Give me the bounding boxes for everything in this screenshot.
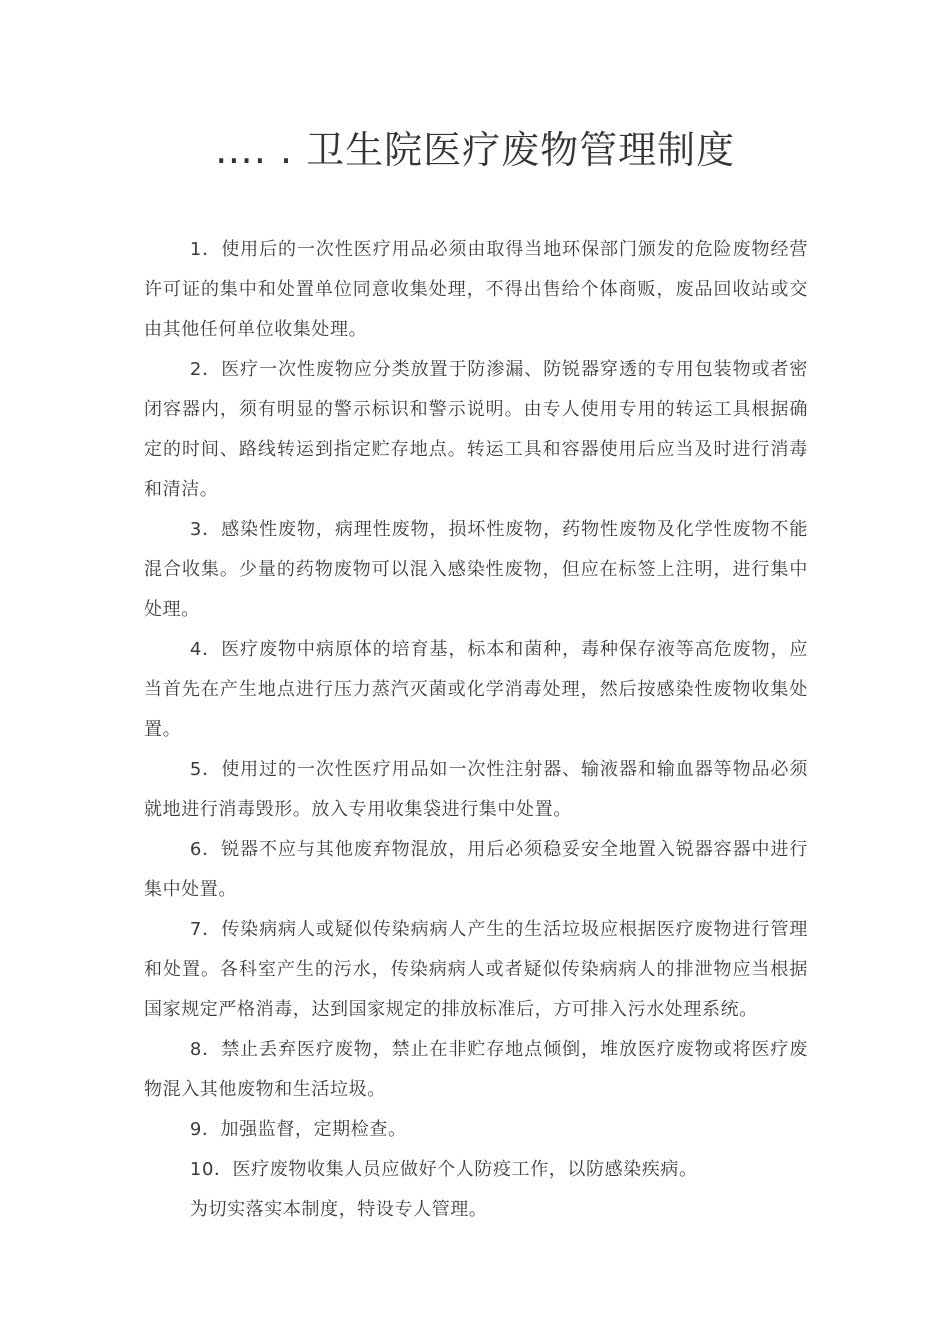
rule-paragraph-3: 3．感染性废物，病理性废物，损坏性废物，药物性废物及化学性废物不能混合收集。少量的药物废物可以混入感染性废物，但应在标签上注明，进行集中处理。 — [144, 519, 808, 620]
rule-paragraph-1: 1．使用后的一次性医疗用品必须由取得当地环保部门颁发的危险废物经营许可证的集中和处置单位同意收集处理，不得出售给个体商贩，废品回收站或交由其他任何单位收集处理。 — [144, 239, 808, 340]
rule-paragraph-10: 10．医疗废物收集人员应做好个人防疫工作，以防感染疾病。 — [189, 1159, 698, 1180]
rule-paragraph-2: 2．医疗一次性废物应分类放置于防渗漏、防锐器穿透的专用包装物或者密闭容器内，须有明显的警示标识和警示说明。由专人使用专用的转运工具根据确定的时间、路线转运到指定贮存地点。转运工具和容器使用后应当及时进行消毒和清洁。 — [144, 359, 808, 500]
rule-paragraph-9: 9．加强监督，定期检查。 — [189, 1119, 407, 1140]
rule-paragraph-7: 7．传染病病人或疑似传染病病人产生的生活垃圾应根据医疗废物进行管理和处置。各科室产生的污水，传染病病人或者疑似传染病病人的排泄物应当根据国家规定严格消毒，达到国家规定的排放标准后，方可排入污水处理系统。 — [144, 919, 808, 1020]
rule-paragraph-8: 8．禁止丢弃医疗废物，禁止在非贮存地点倾倒，堆放医疗废物或将医疗废物混入其他废物和生活垃圾。 — [144, 1039, 808, 1100]
closing-statement: 为切实落实本制度，特设专人管理。 — [189, 1199, 488, 1220]
document-body — [144, 230, 808, 1230]
rule-paragraph-4: 4．医疗废物中病原体的培育基，标本和菌种，毒种保存液等高危废物，应当首先在产生地点进行压力蒸汽灭菌或化学消毒处理，然后按感染性废物收集处置。 — [144, 639, 808, 740]
rule-paragraph-5: 5．使用过的一次性医疗用品如一次性注射器、输液器和输血器等物品必须就地进行消毒毁形。放入专用收集袋进行集中处置。 — [144, 759, 808, 820]
document-title: …. . 卫生院医疗废物管理制度 — [214, 128, 736, 172]
rule-paragraph-6: 6．锐器不应与其他废弃物混放，用后必须稳妥安全地置入锐器容器中进行集中处置。 — [144, 839, 808, 900]
